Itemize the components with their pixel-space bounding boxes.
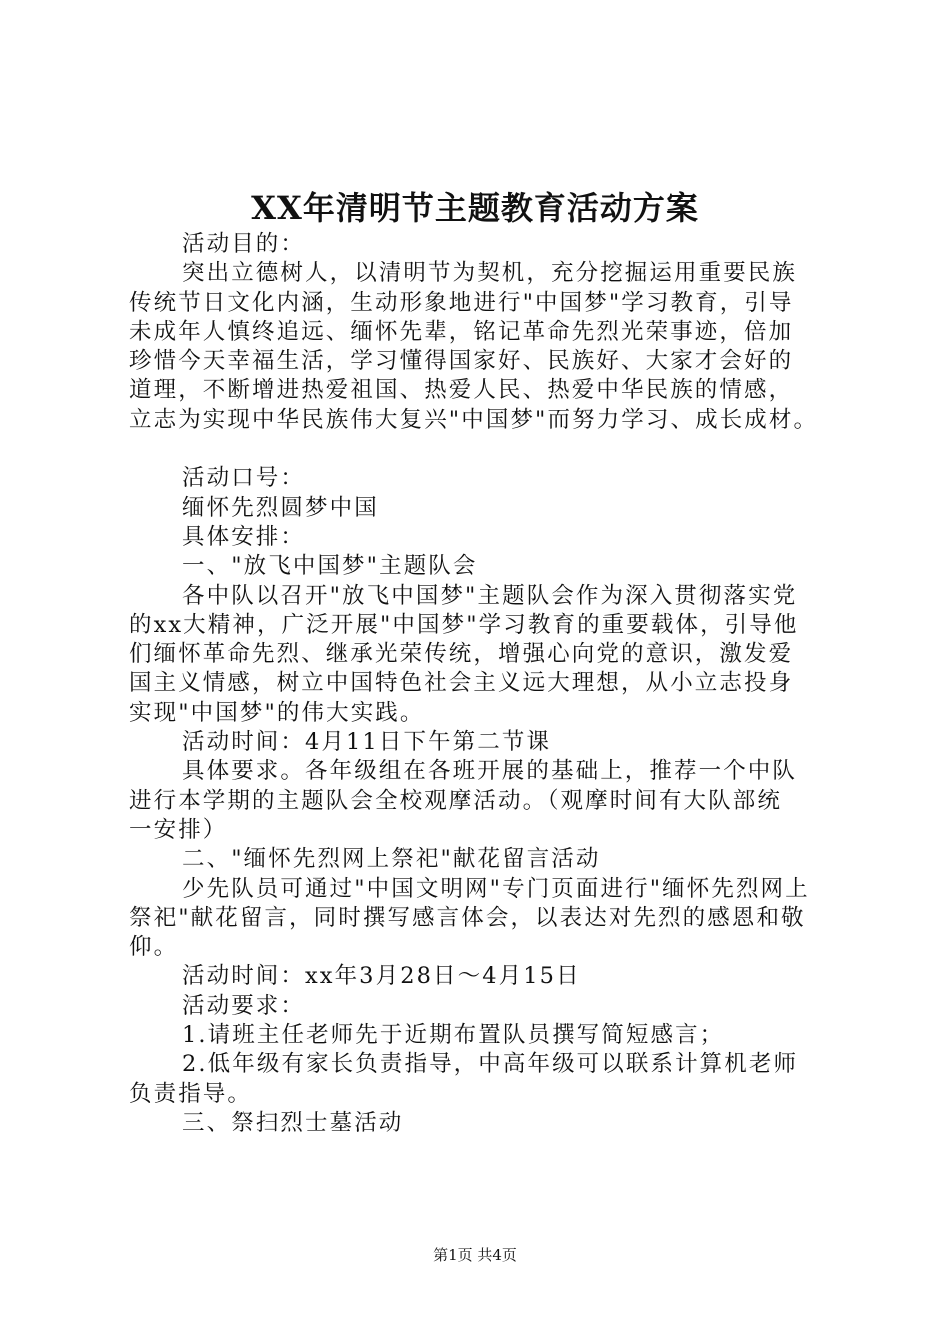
text-line: 活动目的： (182, 231, 306, 257)
text-line: 实现"中国梦"的伟大实践。 (129, 699, 425, 726)
text-line: 突出立德树人，以清明节为契机，充分挖掘运用重要民族 (182, 260, 798, 287)
blank-line (129, 435, 841, 464)
text-line: 仰。 (129, 934, 179, 961)
text-line: 活动时间：4月11日下午第二节课 (182, 729, 552, 756)
text-line: 活动时间：xx年3月28日～4月15日 (182, 963, 581, 990)
text-line: 二、"缅怀先烈网上祭祀"献花留言活动 (182, 846, 601, 873)
text-line: 一安排） (129, 816, 228, 843)
page-footer: 第1页 共4页 (433, 1246, 517, 1264)
document-body (129, 230, 841, 1138)
text-line: 们缅怀革命先烈、继承光荣传统，增强心向党的意识，激发爱 (129, 641, 794, 668)
text-line: 活动口号： (182, 465, 306, 492)
text-line: 2.低年级有家长负责指导，中高年级可以联系计算机老师 (182, 1051, 799, 1078)
text-line: 1.请班主任老师先于近期布置队员撰写简短感言； (182, 1022, 725, 1049)
text-line: 立志为实现中华民族伟大复兴"中国梦"而努力学习、成长成材。 (129, 406, 819, 433)
text-line: 的xx大精神，广泛开展"中国梦"学习教育的重要载体，引导他 (129, 611, 799, 638)
text-line: 负责指导。 (129, 1080, 253, 1107)
text-line: 传统节日文化内涵，生动形象地进行"中国梦"学习教育，引导 (129, 289, 794, 316)
text-line: 进行本学期的主题队会全校观摩活动。（观摩时间有大队部统 (129, 787, 782, 814)
text-line: 三、祭扫烈士墓活动 (182, 1109, 404, 1136)
text-line: 国主义情感，树立中国特色社会主义远大理想，从小立志投身 (129, 670, 794, 697)
text-line: 具体要求。各年级组在各班开展的基础上，推荐一个中队 (182, 758, 798, 785)
text-line: 道理，不断增进热爱祖国、热爱人民、热爱中华民族的情感， (129, 377, 794, 404)
text-line: 具体安排： (182, 523, 306, 550)
text-line: 活动要求： (182, 992, 306, 1019)
text-line: 少先队员可通过"中国文明网"专门页面进行"缅怀先烈网上 (182, 875, 810, 902)
text-line: 珍惜今天幸福生活，学习懂得国家好、民族好、大家才会好的 (129, 348, 794, 375)
document-title: XX年清明节主题教育活动方案 (251, 189, 699, 227)
text-line: 未成年人慎终追远、缅怀先辈，铭记革命先烈光荣事迹，倍加 (129, 318, 794, 345)
text-line: 各中队以召开"放飞中国梦"主题队会作为深入贯彻落实党 (182, 582, 798, 609)
text-line: 祭祀"献花留言，同时撰写感言体会，以表达对先烈的感恩和敬 (129, 904, 806, 931)
text-line: 缅怀先烈圆梦中国 (182, 494, 379, 521)
text-line: 一、"放飞中国梦"主题队会 (182, 553, 478, 580)
